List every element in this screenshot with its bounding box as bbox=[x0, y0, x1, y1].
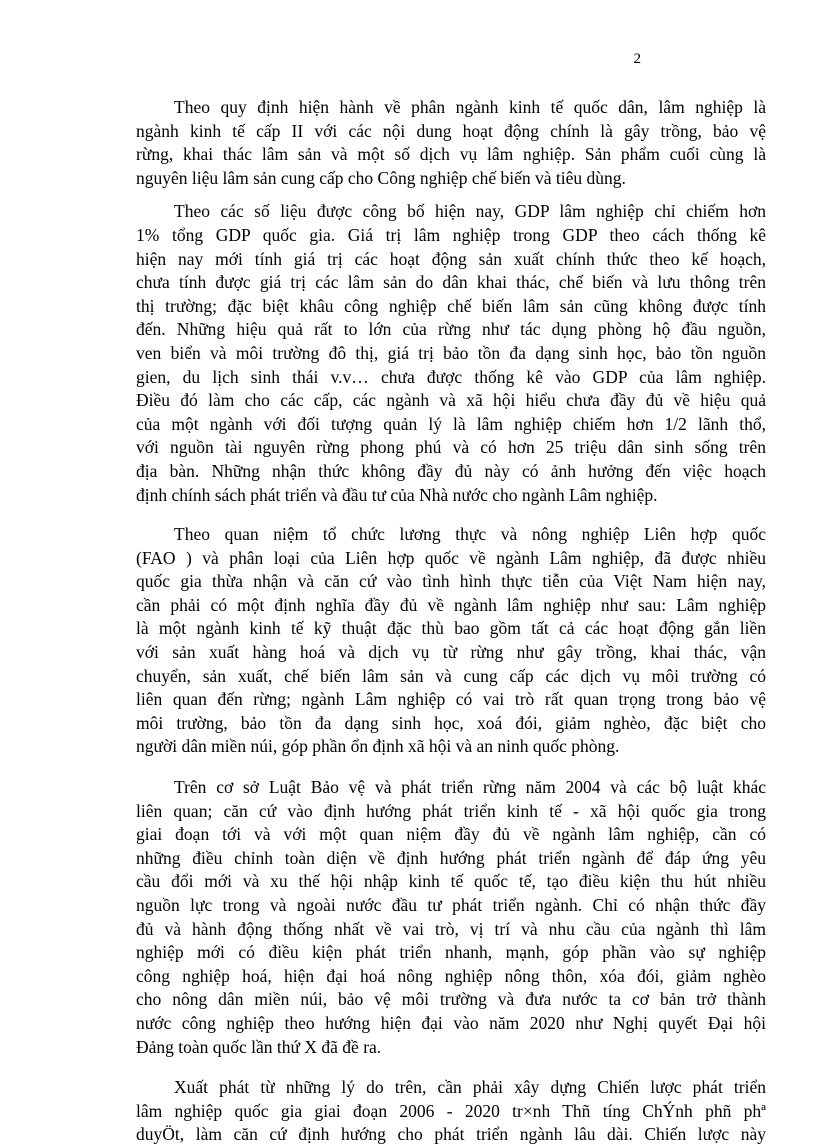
text-line: liên quan; căn cứ vào định hướng phát triển kinh tế - xã hội quốc gia trong bbox=[136, 800, 766, 821]
text-line: cần phải có một định nghĩa đầy đủ về ngành lâm nghiệp như sau: Lâm nghiệp bbox=[136, 594, 766, 615]
text-line: thị trường; đặc biệt khâu công nghiệp chế biến lâm sản cũng không được tính bbox=[136, 295, 766, 316]
text-line: của một ngành với đối tượng quản lý là lâm nghiệp chiếm hơn 1/2 lãnh thổ, bbox=[136, 413, 766, 434]
text-line: địa bàn. Những nhận thức không đầy đủ này có ảnh hưởng đến việc hoạch bbox=[136, 460, 766, 481]
text-line: cho nông dân miền núi, bảo vệ môi trường và đưa nước ta cơ bản trở thành bbox=[136, 989, 766, 1010]
text-line: giai đoạn tới và với một quan niệm đầy đủ về ngành lâm nghiệp, cần có bbox=[136, 824, 766, 845]
text-line: liên quan đến rừng; ngành Lâm nghiệp có vai trò rất quan trọng trong bảo vệ bbox=[136, 689, 766, 710]
text-line: hiện nay mới tính giá trị các hoạt động sản xuất chính thức theo kế hoạch, bbox=[136, 248, 766, 269]
text-line: định chính sách phát triển và đầu tư của Nhà nước cho ngành Lâm nghiệp. bbox=[136, 484, 658, 505]
text-line: với sản xuất hàng hoá và dịch vụ từ rừng như gây trồng, khai thác, vận bbox=[136, 642, 766, 663]
text-line: Xuất phát từ những lý do trên, cần phải xây dựng Chiến lược phát triển bbox=[174, 1077, 766, 1098]
paragraph-3 bbox=[136, 523, 766, 759]
text-line: lâm nghiệp quốc gia giai đoạn 2006 - 2020 tr×nh Thñ tíng ChÝnh phñ phª bbox=[136, 1100, 766, 1121]
text-line: Theo quy định hiện hành về phân ngành kinh tế quốc dân, lâm nghiệp là bbox=[174, 97, 766, 117]
text-line: (FAO ) và phân loại của Liên hợp quốc về ngành Lâm nghiệp, đã được nhiều bbox=[136, 547, 766, 568]
text-line: Theo các số liệu được công bố hiện nay, GDP lâm nghiệp chỉ chiếm hơn bbox=[174, 201, 766, 222]
page-number: 2 bbox=[633, 51, 641, 67]
text-line: công nghiệp hoá, hiện đại hoá nông nghiệp nông thôn, xóa đói, giảm nghèo bbox=[136, 965, 766, 986]
text-line: chưa tính được giá trị các lâm sản do dân khai thác, chế biến và lưu thông trên bbox=[136, 272, 766, 293]
paragraph-5 bbox=[136, 1076, 766, 1147]
text-line: rừng, khai thác lâm sản và một số dịch vụ lâm nghiệp. Sản phẩm cuối cùng là bbox=[136, 144, 766, 165]
text-line: cầu đổi mới và xu thế hội nhập kinh tế quốc tế, tạo điều kiện thu hút nhiều bbox=[136, 871, 766, 892]
text-line: 1% tổng GDP quốc gia. Giá trị lâm nghiệp trong GDP theo cách thống kê bbox=[136, 224, 766, 245]
text-line: ngành kinh tế cấp II với các nội dung hoạt động chính là gây trồng, bảo vệ bbox=[136, 120, 766, 141]
text-line: ven biển và môi trường đô thị, giá trị bảo tồn đa dạng sinh học, bảo tồn nguồn bbox=[136, 342, 766, 363]
text-line: gien, du lịch sinh thái v.v… chưa được thống kê vào GDP của lâm nghiệp. bbox=[136, 366, 766, 387]
paragraph-2 bbox=[136, 200, 766, 507]
text-line: đến. Những hiệu quả rất to lớn của rừng như tác dụng phòng hộ đầu nguồn, bbox=[136, 319, 766, 340]
text-line: môi trường, bảo tồn đa dạng sinh học, xoá đói, giảm nghèo, đặc biệt cho bbox=[136, 712, 766, 733]
text-line: đủ và hành động thống nhất về vai trò, vị trí và nhu cầu của ngành thì lâm bbox=[136, 918, 766, 939]
text-line: nguyên liệu lâm sản cung cấp cho Công nghiệp chế biến và tiêu dùng. bbox=[136, 167, 626, 188]
paragraph-1 bbox=[136, 96, 766, 190]
text-line: nguồn lực trong và ngoài nước đầu tư phát triển ngành. Chỉ có nhận thức đầy bbox=[136, 895, 766, 915]
text-line: là một ngành kinh tế kỹ thuật đặc thù bao gồm tất cả các hoạt động gắn liền bbox=[136, 618, 766, 639]
text-line: quốc gia thừa nhận và căn cứ vào tình hình thực tiễn của Việt Nam hiện nay, bbox=[136, 571, 766, 592]
text-line: với nguồn tài nguyên rừng phong phú và có hơn 25 triệu dân sinh sống trên bbox=[136, 437, 766, 458]
text-line: duyÖt, làm căn cứ định hướng cho phát triển ngành lâu dài. Chiến lược này bbox=[136, 1124, 766, 1145]
text-line: Trên cơ sở Luật Bảo vệ và phát triển rừng năm 2004 và các bộ luật khác bbox=[174, 777, 766, 798]
text-line: Đảng toàn quốc lần thứ X đã đề ra. bbox=[136, 1036, 382, 1057]
document-body bbox=[136, 96, 766, 1147]
text-line: nghiệp mới có điều kiện phát triển nhanh, mạnh, góp phần vào sự nghiệp bbox=[136, 942, 766, 963]
text-line: chuyển, sản xuất, chế biến lâm sản và cung cấp các dịch vụ môi trường có bbox=[136, 665, 766, 686]
text-line: Điều đó làm cho các cấp, các ngành và xã hội hiểu chưa đầy đủ về hiệu quả bbox=[136, 390, 766, 411]
text-line: những điều chỉnh toàn diện về định hướng phát triển ngành để đáp ứng yêu bbox=[136, 847, 766, 868]
text-line: người dân miền núi, góp phần ổn định xã hội và an ninh quốc phòng. bbox=[136, 736, 620, 757]
text-line: nước công nghiệp theo hướng hiện đại vào năm 2020 như Nghị quyết Đại hội bbox=[136, 1012, 766, 1033]
text-line: Theo quan niệm tổ chức lương thực và nông nghiệp Liên hợp quốc bbox=[174, 524, 766, 545]
paragraph-4 bbox=[136, 776, 766, 1059]
